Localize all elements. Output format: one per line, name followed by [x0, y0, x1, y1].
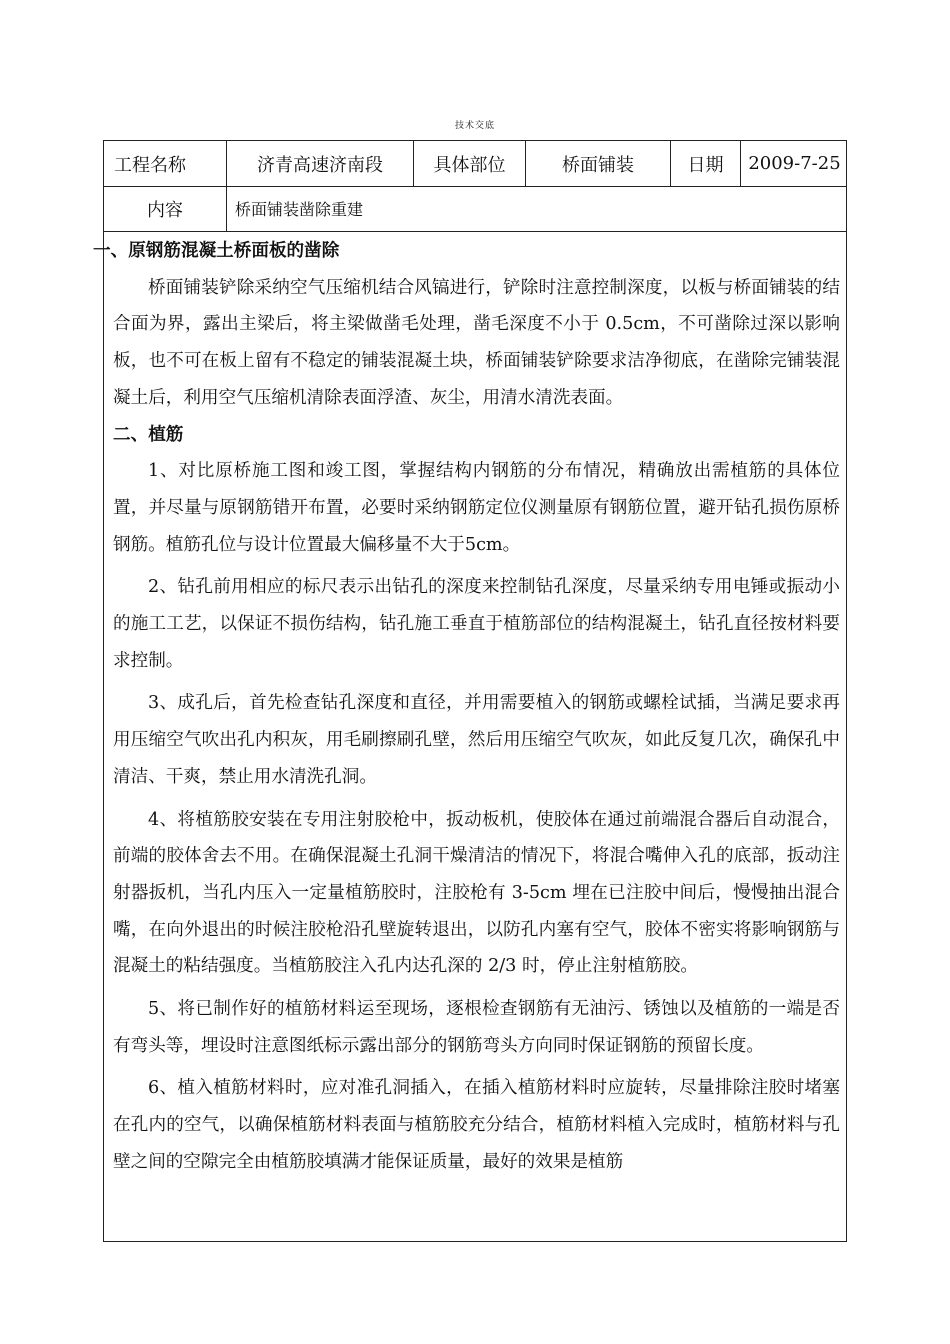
- part-label: 具体部位: [414, 141, 526, 186]
- date-value: 2009-7-25: [748, 153, 841, 174]
- section-2-item-2: 2、钻孔前用相应的标尺表示出钻孔的深度来控制钻孔深度，尽量采纳专用电锤或振动小的施工工艺，以保证不损伤结构，钻孔施工垂直于植筋部位的结构混凝土，钻孔直径按材料要求控制。: [113, 577, 840, 671]
- section-2-title: 二、植筋: [113, 424, 184, 445]
- header-note: 技术交底: [454, 121, 495, 131]
- section-1-title: 一、原钢筋混凝土桥面板的凿除: [93, 241, 340, 261]
- section-2-item-1: 1、对比原桥施工图和竣工图，掌握结构内钢筋的分布情况，精确放出需植筋的具体位置，并尽量与原钢筋错开布置，必要时采纳钢筋定位仪测量原有钢筋位置，避开钻孔损伤原桥钢筋。植筋孔位与设计位置最大偏移量不大于5cm。: [113, 461, 840, 555]
- date-label: 日期: [671, 141, 741, 186]
- project-name-value: 济青高速济南段: [227, 141, 414, 186]
- project-name-label: 工程名称: [104, 141, 227, 186]
- section-2-item-3: 3、成孔后，首先检查钻孔深度和直径，并用需要植入的钢筋或螺栓试插，当满足要求再用压缩空气吹出孔内积灰，用毛刷擦刷孔壁，然后用压缩空气吹灰，如此反复几次，确保孔中清洁、干爽，禁止用水清洗孔洞。: [113, 693, 840, 787]
- disclosure-table: [93, 140, 847, 1242]
- section-2-item-6: 6、植入植筋材料时，应对准孔洞插入，在插入植筋材料时应旋转，尽量排除注胶时堵塞在孔内的空气，以确保植筋材料表面与植筋胶充分结合，植筋材料植入完成时，植筋材料与孔壁之间的空隙完全由植筋胶填满才能保证质量，最好的效果是植筋: [113, 1078, 840, 1172]
- section-1-paragraph: 桥面铺装铲除采纳空气压缩机结合风镐进行，铲除时注意控制深度，以板与桥面铺装的结合面为界，露出主梁后，将主梁做凿毛处理，凿毛深度不小于 0.5cm，不可凿除过深以影响板，也不可在板上留有不稳定的铺装混凝土块，桥面铺装铲除要求洁净彻底，在凿除完铺装混凝土后，利用空气压缩机清除表面浮渣、灰尘，用清水清洗表面。: [113, 277, 840, 408]
- content-row: [104, 186, 846, 232]
- section-2-item-5: 5、将已制作好的植筋材料运至现场，逐根检查钢筋有无油污、锈蚀以及植筋的一端是否有弯头等，埋设时注意图纸标示露出部分的钢筋弯头方向同时保证钢筋的预留长度。: [113, 999, 840, 1056]
- content-label: 内容: [104, 186, 227, 231]
- content-value: 桥面铺装凿除重建: [235, 200, 364, 219]
- section-2-item-4: 4、将植筋胶安装在专用注射胶枪中，扳动板机，使胶体在通过前端混合器后自动混合，前端的胶体舍去不用。在确保混凝土孔洞干燥清洁的情况下，将混合嘴伸入孔的底部，扳动注射器扳机，当孔内压入一定量植筋胶时，注胶枪有 3-5cm 埋在已注胶中间后，慢慢抽出混合嘴，在向外退出的时候注胶枪沿孔壁旋转退出，以防孔内塞有空气，胶体不密实将影响钢筋与混凝土的粘结强度。当植筋胶注入孔内达孔深的 2/3 时，停止注射植筋胶。: [113, 809, 840, 977]
- body-text: [93, 233, 846, 1181]
- info-row: [104, 141, 846, 187]
- part-value: 桥面铺装: [526, 141, 671, 186]
